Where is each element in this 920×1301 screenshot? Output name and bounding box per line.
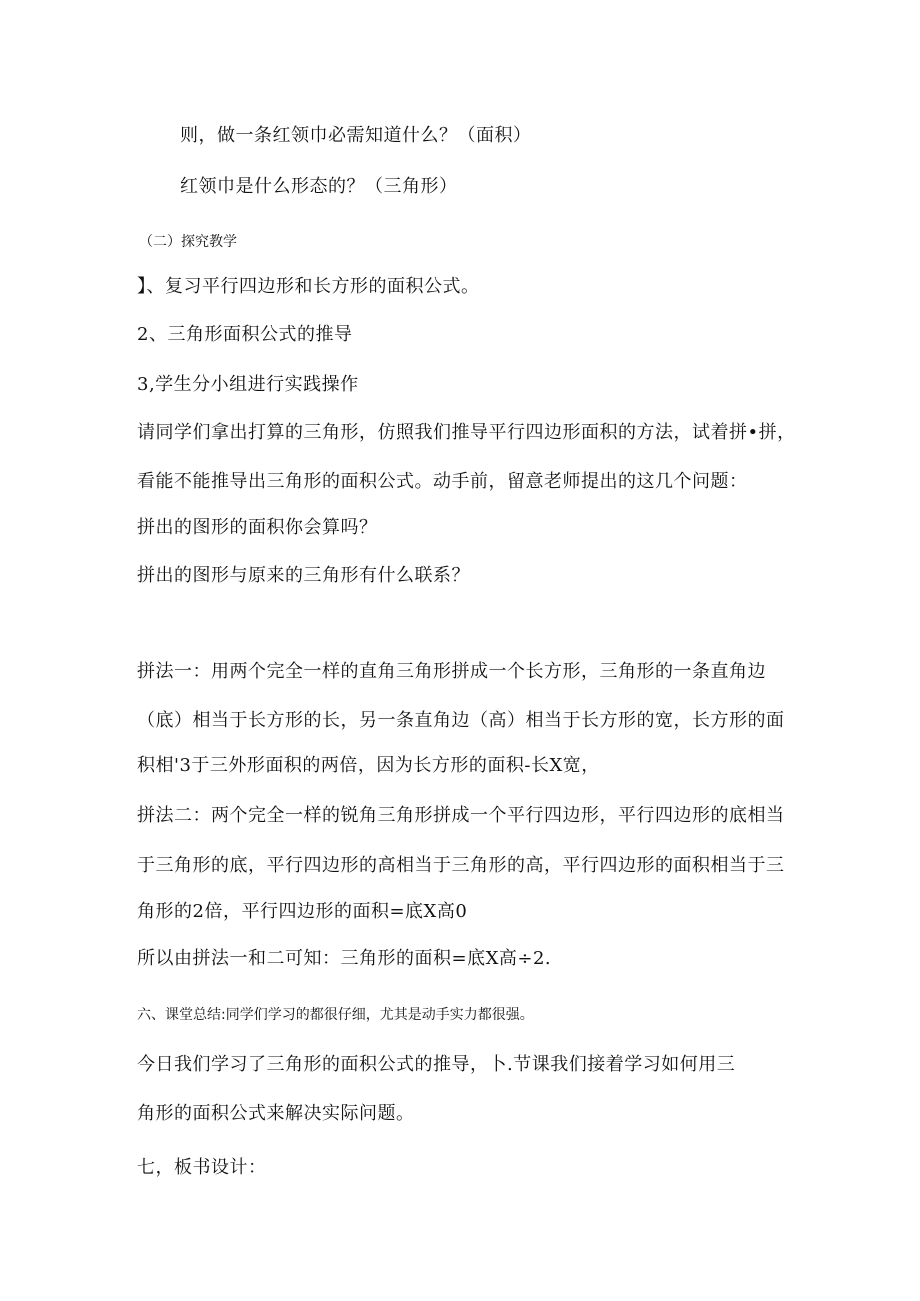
instruction-line-1: 请同学们拿出打算的三角形，仿照我们推导平行四边形面积的方法，试着拼•拼， — [137, 422, 796, 443]
board-design-heading: 七，板书设计： — [137, 1157, 267, 1178]
method-2-line-1: 拼法二：两个完全一样的锐角三角形拼成一个平行四边形，平行四边形的底相当 — [137, 805, 785, 826]
step-1: 】、复习平行四边形和长方形的面积公式。 — [137, 276, 480, 297]
instruction-line-2: 看能不能推导出三角形的面积公式。动手前，留意老师提出的这几个问题： — [137, 471, 748, 492]
question-relation: 拼出的图形与原来的三角形有什么联系？ — [137, 565, 470, 586]
section-heading-explore: （二）探究教学 — [139, 234, 237, 250]
question-line-1: 则，做一条红领巾必需知道什么？（面积） — [180, 125, 532, 146]
question-line-2: 红领巾是什么形态的？（三角形） — [180, 176, 458, 197]
method-1-line-1: 拼法一：用两个完全一样的直角三角形拼成一个长方形，三角形的一条直角边 — [137, 661, 766, 682]
closing-line-2: 角形的面积公式来解决实际问题。 — [137, 1103, 415, 1124]
summary-heading: 六、课堂总结: — [137, 1007, 226, 1023]
method-1-line-2: （底）相当于长方形的长，另一条直角边（高）相当于长方形的宽，长方形的面 — [137, 710, 785, 731]
method-1-line-3: 积相'3于三外形面积的两倍，因为长方形的面积-长X宽， — [137, 755, 600, 776]
closing-line-1: 今日我们学习了三角形的面积公式的推导，卜.节课我们接着学习如何用三 — [137, 1054, 736, 1075]
method-2-line-2: 于三角形的底，平行四边形的高相当于三角形的高，平行四边形的面积相当于三 — [137, 855, 785, 876]
class-summary — [137, 1004, 534, 1024]
question-area: 拼出的图形的面积你会算吗？ — [137, 517, 378, 538]
step-2: 2、三角形面积公式的推导 — [137, 324, 353, 345]
step-3: 3,学生分小组进行实践操作 — [137, 374, 359, 395]
method-2-line-3: 角形的2倍，平行四边形的面积=底X高0 — [137, 901, 468, 922]
conclusion-formula: 所以由拼法一和二可知：三角形的面积=底X高÷2. — [137, 948, 552, 969]
summary-text: 同学们学习的都很仔细，尤其是动手实力都很强。 — [225, 1007, 534, 1023]
